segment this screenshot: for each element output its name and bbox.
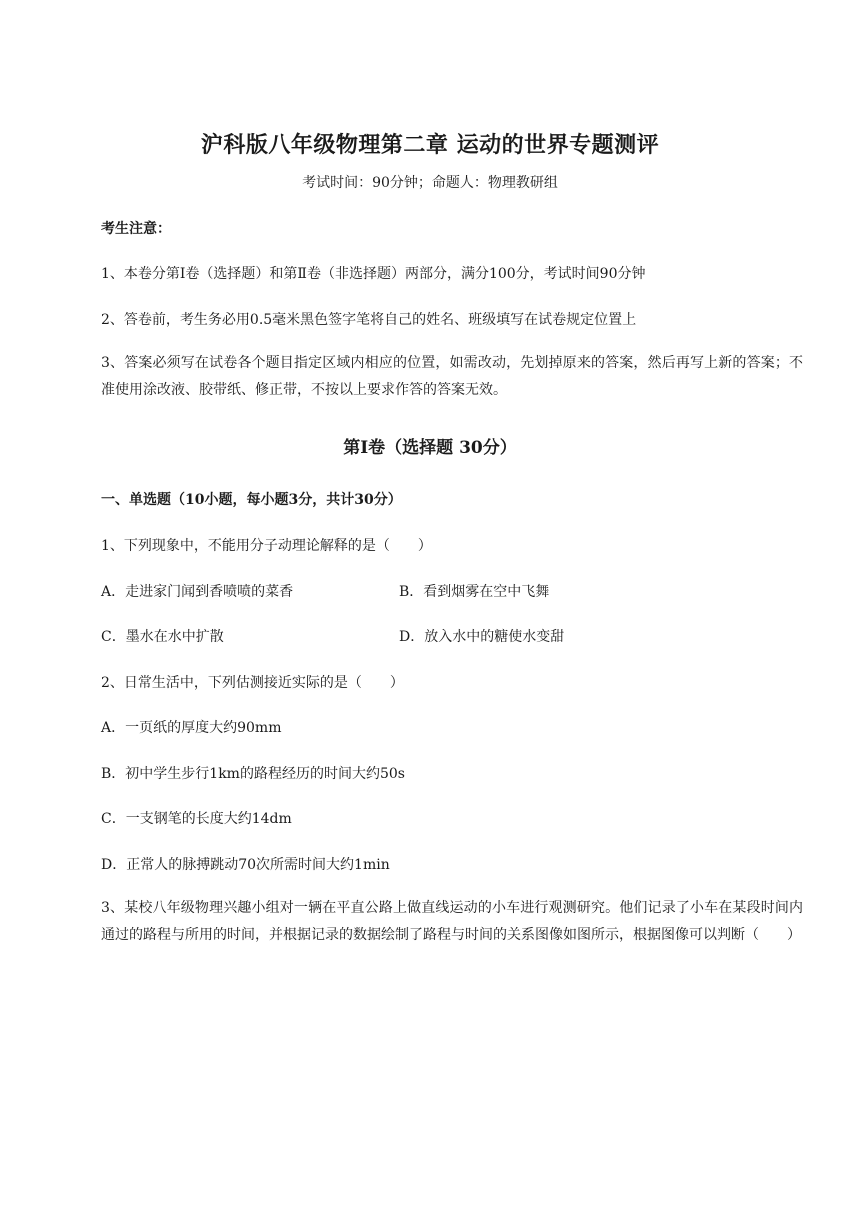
question-1-stem: 1、下列现象中，不能用分子动理论解释的是（ ） <box>101 538 432 554</box>
question-2-stem: 2、日常生活中，下列估测接近实际的是（ ） <box>101 675 404 691</box>
question-2-option-a: A．一页纸的厚度大约90mm <box>101 720 282 736</box>
question-1-option-a: A．走进家门闻到香喷喷的菜香 <box>101 584 294 600</box>
question-1-option-c: C．墨水在水中扩散 <box>101 629 224 645</box>
section-title: 第Ⅰ卷（选择题 30分） <box>343 438 517 458</box>
question-3-stem: 3、某校八年级物理兴趣小组对一辆在平直公路上做直线运动的小车进行观测研究。他们记录了小车在某段时间内通过的路程与所用的时间，并根据记录的数据绘制了路程与时间的关系图像如图所示，根据图像可以判断（ ） <box>101 900 803 943</box>
part-heading: 一、单选题（10小题，每小题3分，共计30分） <box>101 492 402 508</box>
question-1-option-d: D．放入水中的糖使水变甜 <box>399 629 565 645</box>
notice-item-1: 1、本卷分第Ⅰ卷（选择题）和第Ⅱ卷（非选择题）两部分，满分100分，考试时间90分钟 <box>101 266 646 282</box>
question-2-option-d: D．正常人的脉搏跳动70次所需时间大约1min <box>101 857 390 873</box>
exam-title: 沪科版八年级物理第二章 运动的世界专题测评 <box>200 132 660 158</box>
notice-heading: 考生注意： <box>101 221 171 237</box>
notice-item-2: 2、答卷前，考生务必用0.5毫米黑色签字笔将自己的姓名、班级填写在试卷规定位置上 <box>101 312 637 328</box>
question-1-option-b: B．看到烟雾在空中飞舞 <box>399 584 550 600</box>
notice-item-3: 3、答案必须写在试卷各个题目指定区域内相应的位置，如需改动，先划掉原来的答案，然后再写上新的答案；不准使用涂改液、胶带纸、修正带，不按以上要求作答的答案无效。 <box>101 355 803 398</box>
question-2-option-c: C．一支钢笔的长度大约14dm <box>101 811 292 827</box>
question-2-option-b: B．初中学生步行1km的路程经历的时间大约50s <box>101 766 405 782</box>
exam-subtitle: 考试时间：90分钟；命题人：物理教研组 <box>302 175 558 191</box>
